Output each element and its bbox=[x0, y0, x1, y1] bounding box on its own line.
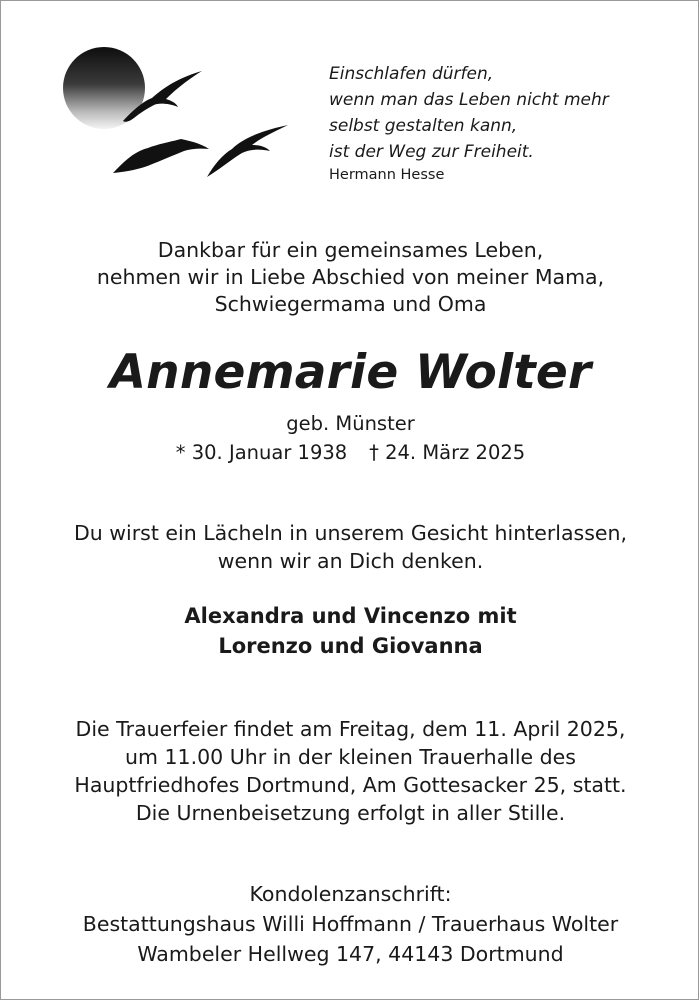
deceased-name: Annemarie Wolter bbox=[109, 345, 592, 400]
death-date: † 24. März 2025 bbox=[369, 441, 526, 464]
farewell-quote bbox=[1, 519, 699, 575]
poem-author: Hermann Hesse bbox=[329, 167, 445, 183]
life-dates bbox=[1, 438, 699, 467]
bird-icon bbox=[113, 139, 209, 173]
intro-line: Schwiegermama und Oma bbox=[214, 292, 487, 316]
mourners-line: Lorenzo und Giovanna bbox=[218, 634, 483, 658]
quote-line: wenn wir an Dich denken. bbox=[217, 549, 484, 573]
funeral-service-info bbox=[1, 715, 699, 827]
condolence-address bbox=[1, 879, 699, 969]
poem bbox=[329, 61, 609, 165]
poem-line: ist der Weg zur Freiheit. bbox=[329, 142, 534, 162]
intro-text bbox=[1, 237, 699, 318]
mourners bbox=[1, 601, 699, 661]
service-line: Die Trauerfeier findet am Freitag, dem 11. April 2025, bbox=[75, 717, 626, 741]
bird-icon bbox=[207, 125, 288, 177]
condolence-line: Bestattungshaus Willi Hoffmann / Trauerhaus Wolter bbox=[82, 912, 619, 936]
condolence-line: Wambeler Hellweg 147, 44143 Dortmund bbox=[137, 942, 564, 966]
service-line: Die Urnenbeisetzung erfolgt in aller Stille. bbox=[135, 801, 566, 825]
intro-line: nehmen wir in Liebe Abschied von meiner Mama, bbox=[96, 265, 605, 289]
birth-name: geb. Münster bbox=[286, 412, 415, 435]
service-line: Hauptfriedhofes Dortmund, Am Gottesacker 25, statt. bbox=[74, 773, 627, 797]
mourners-line: Alexandra und Vincenzo mit bbox=[184, 604, 517, 628]
sunset-birds-illustration bbox=[56, 41, 296, 191]
service-line: um 11.00 Uhr in der kleinen Trauerhalle des bbox=[125, 745, 576, 769]
condolence-heading: Kondolenzanschrift: bbox=[249, 882, 452, 906]
life-details bbox=[1, 409, 699, 467]
poem-line: selbst gestalten kann, bbox=[329, 116, 518, 136]
quote-line: Du wirst ein Lächeln in unserem Gesicht hinterlassen, bbox=[73, 521, 628, 545]
intro-line: Dankbar für ein gemeinsames Leben, bbox=[157, 238, 544, 262]
poem-line: Einschlafen dürfen, bbox=[329, 64, 494, 84]
birth-date: * 30. Januar 1938 bbox=[175, 441, 348, 464]
poem-line: wenn man das Leben nicht mehr bbox=[329, 90, 609, 110]
